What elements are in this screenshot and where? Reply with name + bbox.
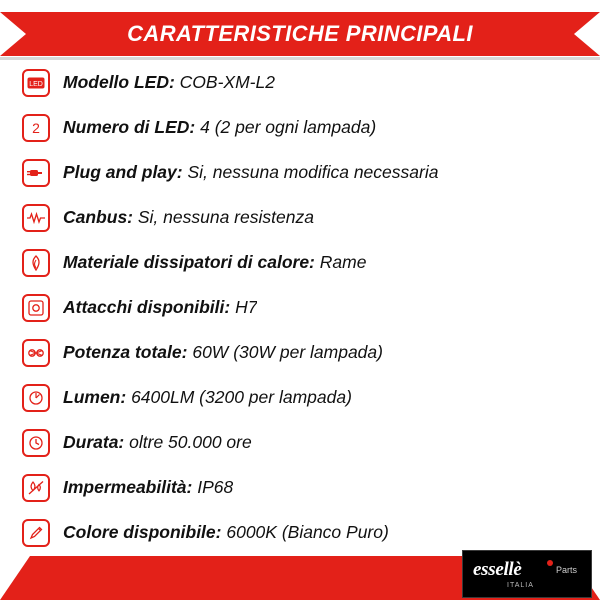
list-item [0, 330, 600, 375]
brand-logo-name: essellè [473, 559, 522, 580]
list-item-value: oltre 50.000 ore [129, 432, 252, 452]
list-item-label: Materiale dissipatori di calore: [63, 252, 315, 272]
list-item-text [63, 387, 352, 408]
power-icon [22, 339, 50, 367]
brand-logo-sub: Parts [556, 565, 578, 575]
brightness-icon [22, 384, 50, 412]
clock-icon [22, 429, 50, 457]
list-item [0, 375, 600, 420]
list-item [0, 285, 600, 330]
brand-logo-dot [547, 560, 553, 566]
list-item [0, 510, 600, 555]
header-banner [0, 12, 600, 56]
list-item-value: 60W (30W per lampada) [192, 342, 383, 362]
list-item-text [63, 432, 252, 453]
list-item-value: Si, nessuna modifica necessaria [187, 162, 439, 182]
list-item-value: Rame [319, 252, 367, 272]
list-item-label: Attacchi disponibili: [63, 297, 231, 317]
list-item-label: Modello LED: [63, 72, 175, 92]
list-item [0, 420, 600, 465]
page-title: CARATTERISTICHE PRINCIPALI [127, 21, 473, 46]
list-item-label: Potenza totale: [63, 342, 188, 362]
list-item [0, 240, 600, 285]
list-item-text [63, 162, 438, 183]
heatsink-icon [22, 249, 50, 277]
list-item [0, 195, 600, 240]
list-item [0, 465, 600, 510]
socket-icon [22, 294, 50, 322]
list-item-label: Colore disponibile: [63, 522, 222, 542]
list-item-text [63, 72, 275, 93]
resistor-wave-icon [22, 204, 50, 232]
list-item [0, 150, 600, 195]
list-item-label: Durata: [63, 432, 125, 452]
feature-list [0, 60, 600, 555]
list-item-value: 4 (2 per ogni lampada) [200, 117, 377, 137]
svg-text:LED: LED [29, 80, 43, 88]
list-item [0, 105, 600, 150]
list-item-text [63, 207, 314, 228]
list-item-label: Impermeabilità: [63, 477, 193, 497]
list-item-label: Lumen: [63, 387, 127, 407]
brand-logo [462, 550, 592, 598]
list-item-text [63, 342, 383, 363]
list-item [0, 60, 600, 105]
plug-icon [22, 159, 50, 187]
list-item-value: 6400LM (3200 per lampada) [131, 387, 352, 407]
svg-text:2: 2 [32, 119, 40, 136]
color-pen-icon [22, 519, 50, 547]
list-item-label: Plug and play: [63, 162, 183, 182]
list-item-value: IP68 [197, 477, 234, 497]
brand-logo-country: ITALIA [507, 582, 534, 589]
list-item-value: Si, nessuna resistenza [137, 207, 314, 227]
list-item-value: 6000K (Bianco Puro) [226, 522, 389, 542]
number-two-icon [22, 114, 50, 142]
footer-notch-left [0, 556, 30, 600]
list-item-label: Canbus: [63, 207, 133, 227]
led-chip-icon [22, 69, 50, 97]
list-item-text [63, 522, 389, 543]
list-item-text [63, 252, 366, 273]
list-item-text [63, 477, 233, 498]
list-item-value: H7 [235, 297, 258, 317]
list-item-label: Numero di LED: [63, 117, 196, 137]
list-item-value: COB-XM-L2 [179, 72, 275, 92]
list-item-text [63, 117, 376, 138]
waterproof-icon [22, 474, 50, 502]
list-item-text [63, 297, 257, 318]
